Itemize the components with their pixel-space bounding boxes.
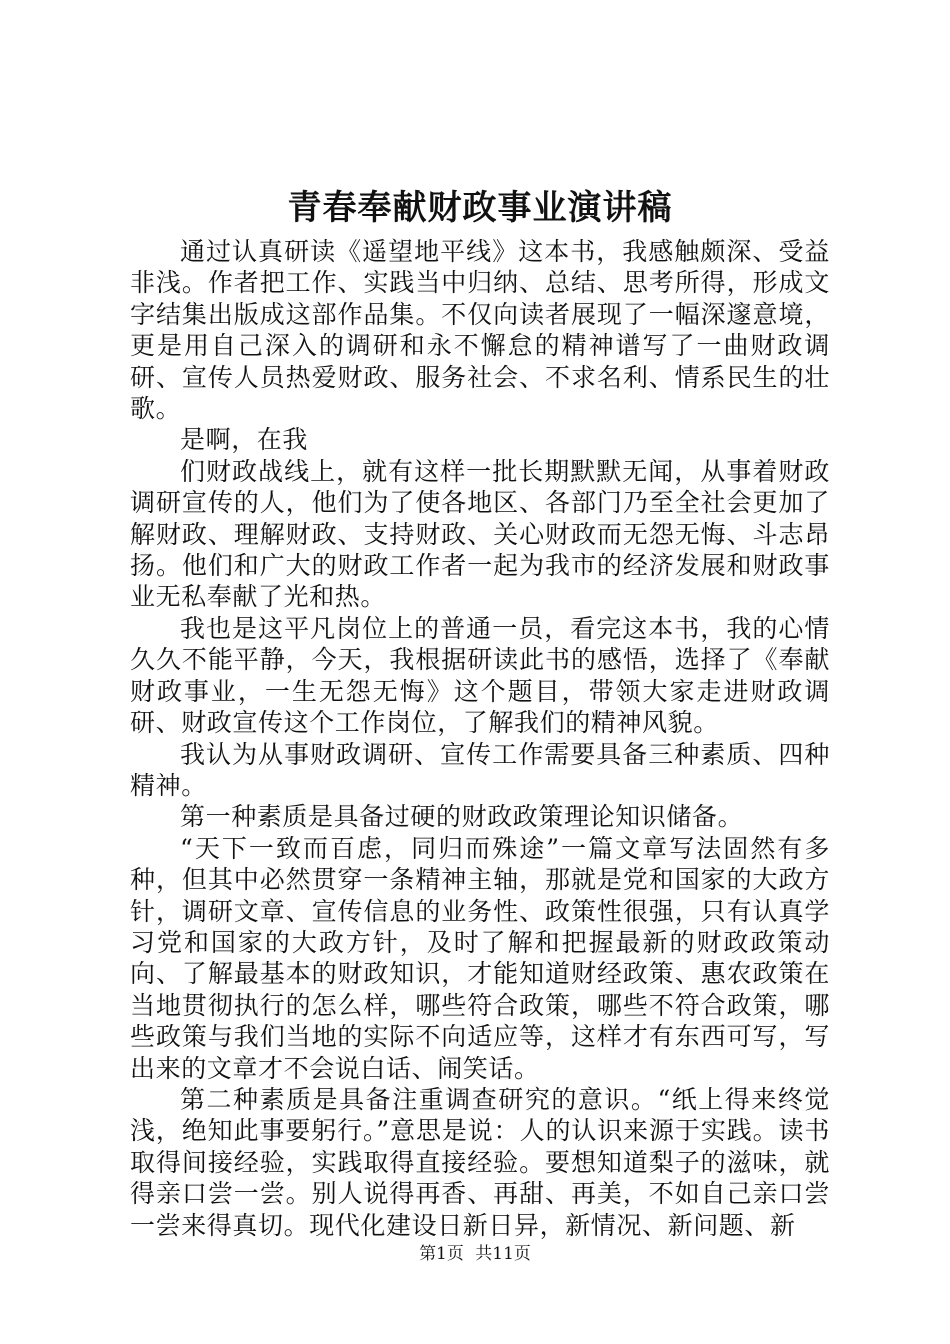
paragraph-8: 第二种素质是具备注重调查研究的意识。“纸上得来终觉浅，绝知此事要躬行。”意思是说：人的认识来源于实践。读书取得间接经验，实践取得直接经验。要想知道梨子的滋味，就得亲口尝一尝。别人说得再香、再甜、再美，不如自己亲口尝一尝来得真切。现代化建设日新日异，新情况、新问题、新 (130, 1084, 830, 1240)
document-body (130, 236, 830, 1241)
paragraph-4: 我也是这平凡岗位上的普通一员，看完这本书，我的心情久久不能平静，今天，我根据研读此书的感悟，选择了《奉献财政事业，一生无怨无悔》这个题目，带领大家走进财政调研、财政宣传这个工作岗位，了解我们的精神风貌。 (130, 613, 830, 738)
total-pages-indicator: 共11页 (475, 1244, 531, 1264)
paragraph-6: 第一种素质是具备过硬的财政政策理论知识储备。 (180, 802, 744, 832)
paragraph-2: 是啊，在我 (180, 425, 309, 455)
document-title: 青春奉献财政事业演讲稿 (287, 188, 673, 228)
paragraph-5: 我认为从事财政调研、宣传工作需要具备三种素质、四种精神。 (130, 739, 830, 800)
current-page-indicator: 第1页 (419, 1244, 464, 1264)
paragraph-3: 们财政战线上，就有这样一批长期默默无闻，从事着财政调研宣传的人，他们为了使各地区、各部门乃至全社会更加了解财政、理解财政、支持财政、关心财政而无怨无悔、斗志昂扬。他们和广大的财政工作者一起为我市的经济发展和财政事业无私奉献了光和热。 (130, 456, 830, 612)
paragraph-7: “天下一致而百虑，同归而殊途”一篇文章写法固然有多种，但其中必然贯穿一条精神主轴，那就是党和国家的大政方针，调研文章、宣传信息的业务性、政策性很强，只有认真学习党和国家的大政方针，及时了解和把握最新的财政政策动向、了解最基本的财政知识，才能知道财经政策、惠农政策在当地贯彻执行的怎么样，哪些符合政策，哪些不符合政策，哪些政策与我们当地的实际不向适应等，这样才有东西可写，写出来的文章才不会说白话、闹笑话。 (130, 833, 830, 1083)
paragraph-1: 通过认真研读《遥望地平线》这本书，我感触颇深、受益非浅。作者把工作、实践当中归纳、总结、思考所得，形成文字结集出版成这部作品集。不仅向读者展现了一幅深邃意境，更是用自己深入的调研和永不懈怠的精神谱写了一曲财政调研、宣传人员热爱财政、服务社会、不求名利、情系民生的壮歌。 (130, 237, 830, 424)
page-footer (0, 1242, 950, 1266)
